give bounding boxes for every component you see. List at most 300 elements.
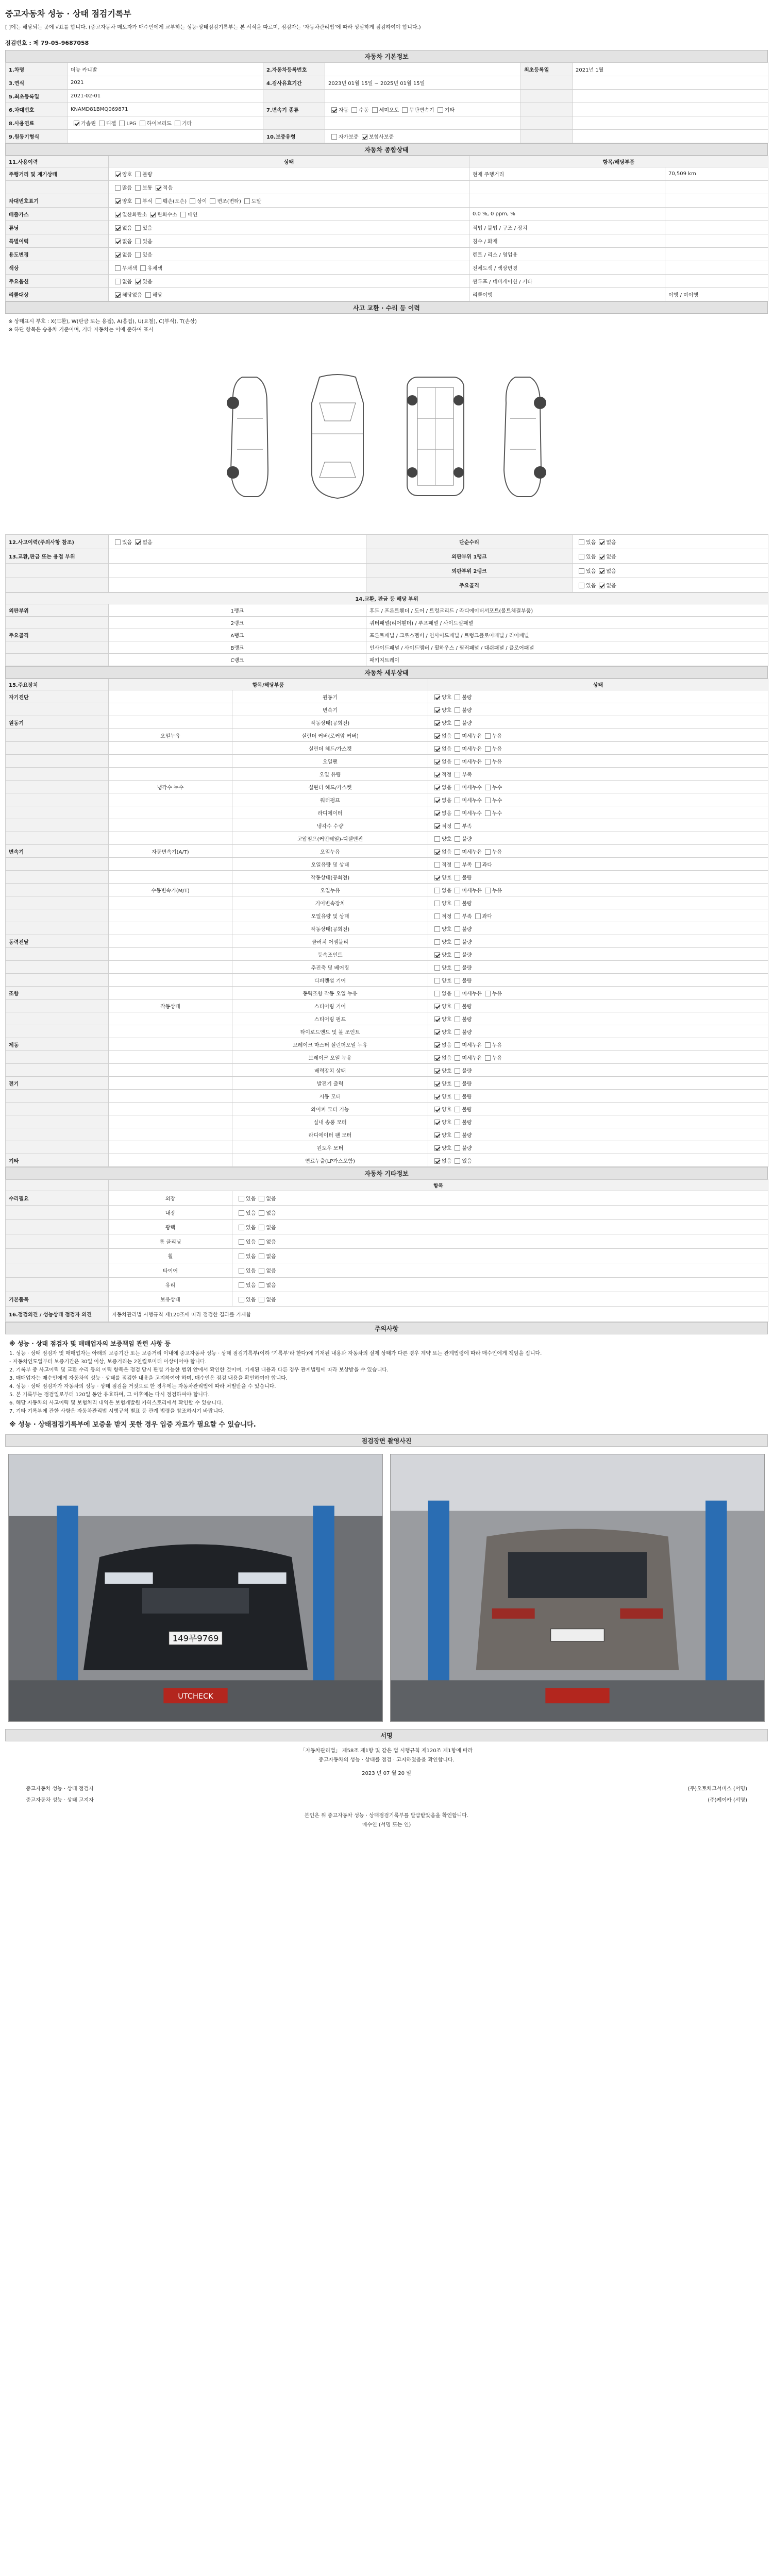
checkbox[interactable] — [485, 759, 491, 765]
checkbox[interactable] — [475, 862, 481, 868]
device-subgroup — [109, 1051, 232, 1064]
checkbox[interactable] — [579, 568, 584, 574]
checkbox[interactable] — [180, 212, 186, 217]
device-status — [428, 832, 768, 845]
checkbox-label: 양호 — [442, 836, 452, 842]
checkbox[interactable] — [434, 1068, 440, 1074]
checkbox[interactable] — [135, 539, 141, 545]
checkbox[interactable] — [239, 1239, 244, 1245]
checkbox[interactable] — [434, 1158, 440, 1164]
device-status — [428, 858, 768, 871]
checkbox-label: 미세누유 — [462, 1042, 482, 1048]
car-top-icon — [299, 372, 376, 501]
device-status — [428, 1090, 768, 1103]
checkbox[interactable] — [455, 1158, 460, 1164]
checkbox[interactable] — [259, 1268, 264, 1274]
checkbox[interactable] — [239, 1210, 244, 1216]
checkbox-label: 무채색 — [122, 266, 137, 272]
checkbox[interactable] — [434, 952, 440, 958]
detail-row — [6, 755, 768, 768]
checkbox[interactable] — [115, 239, 121, 244]
checkbox[interactable] — [455, 1145, 460, 1151]
checkbox[interactable] — [156, 198, 161, 204]
checkbox[interactable] — [485, 888, 491, 893]
checkbox[interactable] — [434, 1016, 440, 1022]
device-group — [6, 896, 109, 909]
row-status — [573, 578, 768, 592]
checkbox[interactable] — [434, 1094, 440, 1099]
other-row — [6, 1220, 768, 1234]
detail-row — [6, 896, 768, 909]
checkbox-label: 적정 — [442, 772, 452, 778]
checkbox[interactable] — [434, 978, 440, 984]
detail-row — [6, 832, 768, 845]
checkbox[interactable] — [434, 965, 440, 971]
device-status — [428, 1115, 768, 1128]
checkbox[interactable] — [455, 759, 460, 765]
checkbox[interactable] — [210, 198, 215, 204]
device-item: 오일유량 및 상태 — [232, 909, 428, 922]
checkbox[interactable] — [434, 694, 440, 700]
detail-row — [6, 1077, 768, 1090]
checkbox[interactable] — [244, 198, 250, 204]
checkbox[interactable] — [434, 901, 440, 906]
checkbox[interactable] — [434, 1042, 440, 1048]
checkbox[interactable] — [434, 759, 440, 765]
checkbox[interactable] — [455, 1120, 460, 1125]
row-value — [665, 221, 768, 234]
field-label: 최초등록일 — [521, 63, 573, 76]
detail-row — [6, 987, 768, 999]
row-label: 차대번호표기 — [6, 194, 109, 208]
checkbox[interactable] — [455, 978, 460, 984]
checkbox[interactable] — [239, 1225, 244, 1230]
device-status — [428, 896, 768, 909]
checkbox[interactable] — [115, 279, 121, 284]
checkbox[interactable] — [115, 198, 121, 204]
checkbox[interactable] — [455, 694, 460, 700]
other-group — [6, 1263, 109, 1278]
checkbox[interactable] — [434, 785, 440, 790]
checkbox-label: 불량 — [462, 1068, 472, 1074]
checkbox[interactable] — [259, 1210, 264, 1216]
checkbox-label: 누유 — [492, 849, 502, 855]
checkbox[interactable] — [485, 785, 491, 790]
device-group: 원동기 — [6, 716, 109, 729]
checkbox-label: 양호 — [442, 1132, 452, 1139]
checkbox[interactable] — [455, 1094, 460, 1099]
checkbox-label: 없음 — [442, 759, 452, 765]
column-header: 항목/해당부품 — [469, 156, 768, 167]
checkbox[interactable] — [135, 252, 141, 258]
checkbox[interactable] — [434, 746, 440, 752]
detail-row — [6, 1064, 768, 1077]
device-item: 브레이크 마스터 실린더오일 누유 — [232, 1038, 428, 1051]
checkbox[interactable] — [485, 733, 491, 739]
checkbox[interactable] — [135, 225, 141, 231]
checkbox[interactable] — [259, 1253, 264, 1259]
checkbox[interactable] — [475, 913, 481, 919]
checkbox[interactable] — [156, 185, 161, 191]
row-label: 주요옵션 — [6, 275, 109, 288]
device-group — [6, 922, 109, 935]
photos-row — [5, 1447, 768, 1729]
checkbox-label: 없음 — [266, 1268, 276, 1274]
field-label: 4.검사유효기간 — [263, 76, 325, 90]
device-status — [428, 1154, 768, 1167]
checkbox-label: 해당 — [152, 293, 162, 298]
checkbox[interactable] — [135, 172, 141, 177]
accident-parts-table — [5, 592, 768, 666]
checkbox[interactable] — [455, 1029, 460, 1035]
field-label: 6.차대번호 — [6, 103, 68, 116]
checkbox[interactable] — [485, 810, 491, 816]
checkbox[interactable] — [455, 823, 460, 829]
row-label: 용도변경 — [6, 248, 109, 261]
other-status — [232, 1220, 768, 1234]
checkbox[interactable] — [434, 720, 440, 726]
note-line: 6. 해당 자동차의 사고이력 및 보험처리 내역은 보험개발원 카히스토리에서 확인할 수 있습니다. — [9, 1400, 223, 1406]
checkbox[interactable] — [434, 707, 440, 713]
checkbox[interactable] — [434, 1132, 440, 1138]
device-subgroup — [109, 987, 232, 999]
checkbox[interactable] — [259, 1282, 264, 1288]
checkbox-label: 없음 — [266, 1225, 276, 1231]
checkbox[interactable] — [434, 849, 440, 855]
device-subgroup: 오일누유 — [109, 729, 232, 742]
other-status — [232, 1191, 768, 1206]
checkbox[interactable] — [455, 849, 460, 855]
accident-row — [6, 578, 768, 592]
checkbox[interactable] — [434, 772, 440, 777]
checkbox[interactable] — [434, 836, 440, 842]
checkbox[interactable] — [190, 198, 195, 204]
checkbox[interactable] — [455, 772, 460, 777]
device-item: 스티어링 펌프 — [232, 1012, 428, 1025]
field-value: KNAMD81BMQ069871 — [68, 103, 263, 116]
checkbox-label: 미세누유 — [462, 733, 482, 739]
device-item: 배력장치 상태 — [232, 1064, 428, 1077]
checkbox[interactable] — [434, 733, 440, 739]
checkbox[interactable] — [145, 292, 151, 298]
checkbox-label: 누유 — [492, 759, 502, 765]
device-group — [6, 1103, 109, 1115]
device-subgroup — [109, 690, 232, 703]
checkbox[interactable] — [351, 107, 357, 113]
checkbox[interactable] — [259, 1196, 264, 1201]
checkbox[interactable] — [135, 279, 141, 284]
checkbox[interactable] — [434, 823, 440, 829]
device-group — [6, 1012, 109, 1025]
checkbox[interactable] — [434, 913, 440, 919]
device-item: 작동상태(공회전) — [232, 871, 428, 884]
device-group — [6, 858, 109, 871]
checkbox[interactable] — [579, 583, 584, 588]
checkbox[interactable] — [115, 252, 121, 258]
checkbox[interactable] — [455, 952, 460, 958]
checkbox-label: 있음 — [246, 1297, 256, 1303]
row-status — [109, 208, 469, 221]
checkbox-label: 없음 — [266, 1240, 276, 1245]
checkbox[interactable] — [434, 862, 440, 868]
device-group — [6, 961, 109, 974]
other-item: 보유상태 — [109, 1292, 232, 1307]
field-label — [521, 103, 573, 116]
other-row — [6, 1263, 768, 1278]
sign-buyer: 매수인 (서명 또는 인) — [362, 1822, 411, 1828]
checkbox[interactable] — [74, 121, 79, 126]
checkbox[interactable] — [579, 554, 584, 560]
device-subgroup — [109, 806, 232, 819]
checkbox[interactable] — [455, 1107, 460, 1112]
checkbox-label: 있음 — [122, 540, 132, 546]
document-number: 점검번호 : 제 79-05-9687058 — [5, 40, 89, 46]
column-header: 15.주요장치 — [6, 679, 109, 690]
checkbox[interactable] — [434, 798, 440, 803]
device-status — [428, 1103, 768, 1115]
checkbox[interactable] — [115, 292, 121, 298]
checkbox-label: 변조(변타) — [217, 199, 241, 205]
device-item: 원동기 — [232, 690, 428, 703]
checkbox[interactable] — [599, 554, 604, 560]
row-label: 13.교환,판금 또는 용접 부위 — [6, 549, 109, 564]
checkbox[interactable] — [455, 1068, 460, 1074]
checkbox[interactable] — [455, 785, 460, 790]
parts-items: 인사이드패널 / 사이드멤버 / 휠하우스 / 필러패널 / 대쉬패널 / 플로어패널 — [366, 641, 768, 654]
device-status — [428, 974, 768, 987]
checkbox[interactable] — [434, 1107, 440, 1112]
checkbox-label: 있음 — [246, 1254, 256, 1260]
checkbox[interactable] — [135, 198, 141, 204]
device-group: 기타 — [6, 1154, 109, 1167]
checkbox[interactable] — [239, 1297, 244, 1302]
checkbox[interactable] — [455, 1132, 460, 1138]
row-status — [573, 549, 768, 564]
checkbox[interactable] — [455, 798, 460, 803]
checkbox[interactable] — [239, 1268, 244, 1274]
checkbox[interactable] — [434, 1004, 440, 1009]
checkbox[interactable] — [485, 1042, 491, 1048]
device-status — [428, 871, 768, 884]
checkbox[interactable] — [455, 939, 460, 945]
checkbox[interactable] — [455, 1042, 460, 1048]
device-status — [428, 909, 768, 922]
checkbox[interactable] — [115, 265, 121, 271]
field-value — [573, 90, 768, 103]
checkbox[interactable] — [434, 1145, 440, 1151]
checkbox[interactable] — [455, 707, 460, 713]
device-group: 조향 — [6, 987, 109, 999]
other-status — [232, 1206, 768, 1220]
row-label — [6, 564, 109, 578]
row-detail: 리콜이행 — [469, 288, 665, 301]
device-group — [6, 884, 109, 896]
basic-row — [6, 90, 768, 103]
checkbox[interactable] — [455, 965, 460, 971]
parts-rank: A랭크 — [109, 629, 366, 641]
checkbox[interactable] — [434, 810, 440, 816]
checkbox[interactable] — [485, 1055, 491, 1061]
checkbox[interactable] — [455, 901, 460, 906]
checkbox[interactable] — [455, 1055, 460, 1061]
checkbox[interactable] — [455, 875, 460, 880]
checkbox[interactable] — [175, 121, 180, 126]
checkbox[interactable] — [99, 121, 105, 126]
device-status — [428, 1064, 768, 1077]
checkbox-label: 없음 — [442, 746, 452, 752]
checkbox[interactable] — [599, 539, 604, 545]
device-status — [428, 884, 768, 896]
checkbox[interactable] — [115, 539, 121, 545]
detail-row — [6, 819, 768, 832]
checkbox[interactable] — [150, 212, 156, 217]
other-group: 수리필요 — [6, 1191, 109, 1206]
other-status — [232, 1234, 768, 1249]
checkbox-label: 있음 — [586, 569, 596, 574]
checkbox[interactable] — [579, 539, 584, 545]
row-value — [665, 181, 768, 194]
device-subgroup — [109, 1077, 232, 1090]
checkbox[interactable] — [115, 212, 121, 217]
checkbox-label: 미세누유 — [462, 991, 482, 997]
checkbox[interactable] — [239, 1282, 244, 1288]
row-detail: 썬루프 / 네비게이션 / 기타 — [469, 275, 665, 288]
detail-row — [6, 935, 768, 948]
checkbox[interactable] — [485, 991, 491, 996]
opinion-value: 자동차관리법 시행규칙 제120조에 따라 점검한 결과를 기재함 — [109, 1307, 768, 1322]
checkbox[interactable] — [455, 888, 460, 893]
checkbox-label: 불량 — [462, 707, 472, 714]
checkbox[interactable] — [434, 888, 440, 893]
checkbox[interactable] — [140, 265, 146, 271]
checkbox[interactable] — [599, 583, 604, 588]
checkbox-label: 해당없음 — [122, 293, 142, 298]
checkbox[interactable] — [259, 1239, 264, 1245]
checkbox-label: 양호 — [442, 1068, 452, 1074]
checkbox[interactable] — [434, 1081, 440, 1087]
row-label: 주행거리 및 계기상태 — [6, 167, 109, 181]
checkbox-label: 불량 — [462, 1107, 472, 1113]
row-detail: 렌트 / 리스 / 영업용 — [469, 248, 665, 261]
parts-rank: 2랭크 — [109, 617, 366, 629]
checkbox[interactable] — [115, 225, 121, 231]
device-subgroup — [109, 793, 232, 806]
row-status — [109, 194, 469, 208]
checkbox[interactable] — [455, 733, 460, 739]
checkbox-label: 적음 — [162, 185, 173, 191]
accident-row — [6, 535, 768, 549]
device-group — [6, 871, 109, 884]
checkbox[interactable] — [434, 939, 440, 945]
checkbox[interactable] — [119, 121, 125, 126]
checkbox[interactable] — [455, 810, 460, 816]
checkbox[interactable] — [434, 926, 440, 932]
checkbox-label: 없음 — [122, 279, 132, 285]
notes-footer: ※ 성능 · 상태점검기록부에 보증을 받지 못한 경우 입증 자료가 필요할 수 있습니다. — [9, 1421, 256, 1429]
checkbox[interactable] — [455, 1004, 460, 1009]
checkbox[interactable] — [455, 1081, 460, 1087]
checkbox[interactable] — [115, 185, 121, 191]
detail-row — [6, 884, 768, 896]
checkbox[interactable] — [331, 134, 337, 140]
legend-line-2: ※ 하단 항목은 승용차 기준이며, 기타 자동차는 이에 준하여 표시 — [8, 327, 154, 333]
checkbox[interactable] — [434, 875, 440, 880]
checkbox[interactable] — [331, 107, 337, 113]
checkbox[interactable] — [485, 849, 491, 855]
note-line: 7. 기타 기록부에 관한 사항은 자동차관리법 시행규칙 별표 등 관계 법령을 참조하시기 바랍니다. — [9, 1409, 225, 1414]
general-row — [6, 194, 768, 208]
other-item: 타이어 — [109, 1263, 232, 1278]
device-item: 연료누출(LP가스포함) — [232, 1154, 428, 1167]
checkbox[interactable] — [455, 836, 460, 842]
station-sign-front: UTCHECK — [178, 1692, 213, 1701]
field-label: 3.연식 — [6, 76, 68, 90]
checkbox[interactable] — [434, 991, 440, 996]
checkbox-label: 적정 — [442, 913, 452, 920]
other-row — [6, 1278, 768, 1292]
checkbox[interactable] — [455, 862, 460, 868]
row-status — [109, 167, 469, 181]
checkbox[interactable] — [434, 1055, 440, 1061]
checkbox-label: 없음 — [606, 540, 616, 546]
checkbox[interactable] — [438, 107, 443, 113]
checker-label: 중고자동차 성능 · 상태 점검자 — [26, 1786, 94, 1792]
general-row — [6, 208, 768, 221]
checkbox-label: 부족 — [462, 823, 472, 829]
checkbox-label: 양호 — [442, 1029, 452, 1036]
checkbox[interactable] — [599, 568, 604, 574]
checkbox[interactable] — [259, 1297, 264, 1302]
checkbox-label: 양호 — [442, 978, 452, 984]
device-item: 발전기 출력 — [232, 1077, 428, 1090]
checkbox[interactable] — [140, 121, 145, 126]
checkbox-label: 없음 — [442, 888, 452, 894]
device-subgroup — [109, 896, 232, 909]
field-label: 10.보증유형 — [263, 130, 325, 143]
checkbox[interactable] — [372, 107, 378, 113]
row-value: 70,509 km — [665, 167, 768, 181]
checkbox[interactable] — [455, 1016, 460, 1022]
checkbox[interactable] — [434, 1029, 440, 1035]
checkbox[interactable] — [402, 107, 408, 113]
checkbox[interactable] — [115, 172, 121, 177]
checkbox[interactable] — [434, 1120, 440, 1125]
checkbox-label: 보험사보증 — [368, 134, 394, 140]
checkbox[interactable] — [455, 746, 460, 752]
device-group — [6, 1025, 109, 1038]
checkbox[interactable] — [455, 926, 460, 932]
checkbox[interactable] — [239, 1253, 244, 1259]
checkbox[interactable] — [485, 746, 491, 752]
checkbox[interactable] — [135, 239, 141, 244]
checkbox[interactable] — [239, 1196, 244, 1201]
sign-confirm: 본인은 위 중고자동차 성능 · 상태점검기록부를 발급받았음을 확인합니다. — [304, 1813, 469, 1819]
checkbox[interactable] — [455, 720, 460, 726]
device-subgroup — [109, 1115, 232, 1128]
checkbox[interactable] — [259, 1225, 264, 1230]
field-value — [325, 90, 521, 103]
sign-block — [5, 1741, 768, 1784]
checkbox[interactable] — [362, 134, 367, 140]
checkbox[interactable] — [455, 991, 460, 996]
checkbox[interactable] — [135, 185, 141, 191]
detail-row — [6, 793, 768, 806]
checkbox[interactable] — [485, 798, 491, 803]
device-subgroup — [109, 922, 232, 935]
sign-date: 2023 년 07 월 20 일 — [362, 1771, 411, 1776]
checkbox[interactable] — [455, 913, 460, 919]
row-sublabel: 외판부위 1랭크 — [366, 549, 573, 564]
